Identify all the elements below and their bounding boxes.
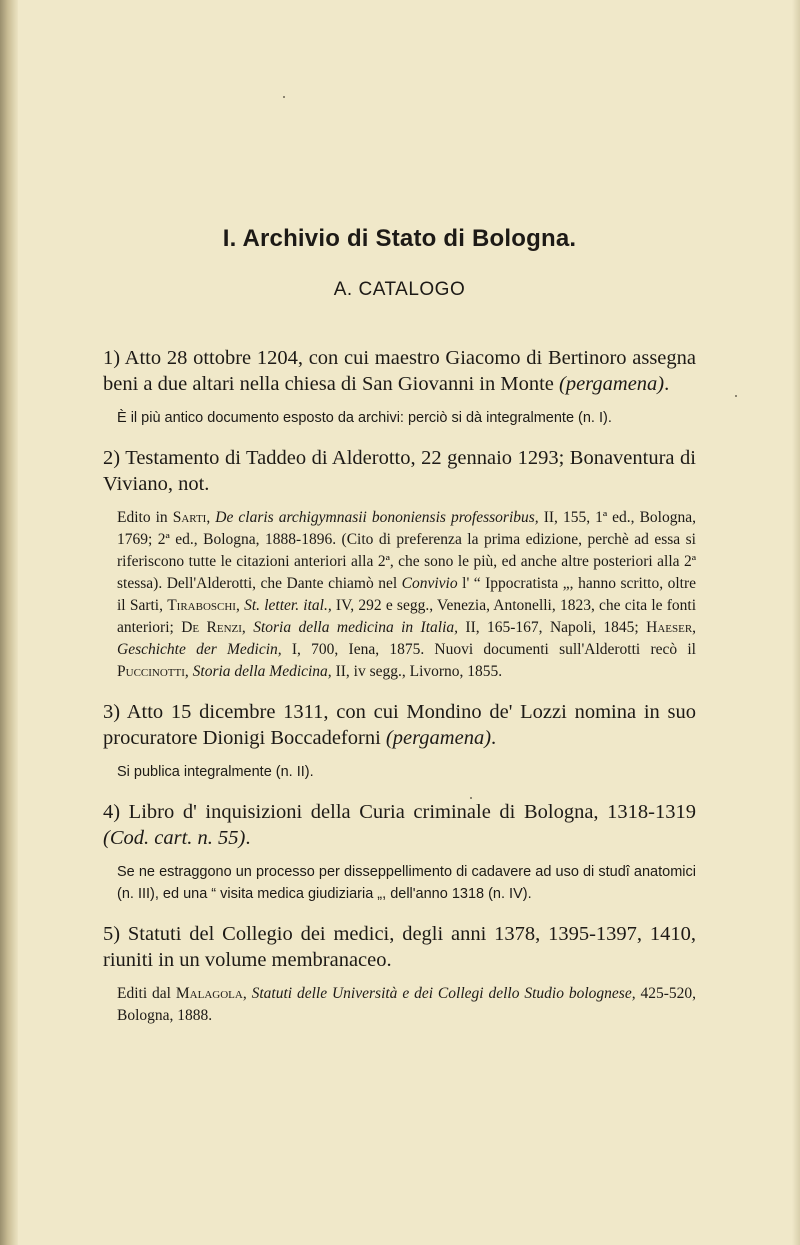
catalog-entry-5: 5) Statuti del Collegio dei medici, degli anni 1378, 1395-1397, 1410, riuniti in un volume membranaceo. [103,923,696,971]
entry-4-note: Se ne estraggono un processo per disseppellimento di cadavere ad uso di studî anatomici (n. III), ed una “ visita medica giudiziaria „, dell'anno 1318 (n. IV). [117,864,696,902]
entry-1-note: È il più antico documento esposto da archivi: perciò si dà integralmente (n. I). [117,410,612,426]
entry-2-note: Edito in Sarti, De claris archigymnasii bononiensis professoribus, II, 155, 1ª ed., Bologna, 1769; 2ª ed., Bologna, 1888-1896. (Cito di preferenza la prima edizione, perchè ad essa si riferiscono tutte le citazioni anteriori alla 2ª, che sono le più, ed anche altre posteriori alla 2ª stessa). Dell'Alderotti, che Dante chiamò nel Convivio l' “ Ippocratista „, hanno scritto, oltre il Sarti, Tiraboschi, St. letter. ital., IV, 292 e segg., Venezia, Antonelli, 1823, che cita le fonti anteriori; De Renzi, Storia della medicina in Italia, II, 165-167, Napoli, 1845; Haeser, Geschichte der Medicin, I, 700, Iena, 1875. Nuovi documenti sull'Alderotti recò il Puccinotti, Storia della Medicina, II, iv segg., Livorno, 1855. [117,509,697,680]
page-title: I. Archivio di Stato di Bologna. [222,225,577,252]
page-right-edge [792,0,800,1245]
entry-3-note: Si publica integralmente (n. II). [117,764,314,780]
catalog-entry-3: 3) Atto 15 dicembre 1311, con cui Mondino de' Lozzi nomina in suo procuratore Dionigi Boccadeforni (pergamena). [103,701,696,749]
section-subtitle: A. CATALOGO [333,279,466,300]
paper-speck [283,96,285,98]
catalog-entry-1: 1) Atto 28 ottobre 1204, con cui maestro Giacomo di Bertinoro assegna beni a due altari nella chiesa di San Giovanni in Monte (pergamena). [103,347,696,395]
entry-5-note: Editi dal Malagola, Statuti delle Università e dei Collegi dello Studio bolognese, 425-520, Bologna, 1888. [117,985,697,1024]
catalog-entry-4: 4) Libro d' inquisizioni della Curia criminale di Bologna, 1318-1319 (Cod. cart. n. 55). [103,801,696,849]
page-content [103,225,696,1043]
paper-speck [735,395,737,397]
page-binding-edge [0,0,18,1245]
catalog-entry-2: 2) Testamento di Taddeo di Alderotto, 22 gennaio 1293; Bonaventura di Viviano, not. [103,447,696,495]
